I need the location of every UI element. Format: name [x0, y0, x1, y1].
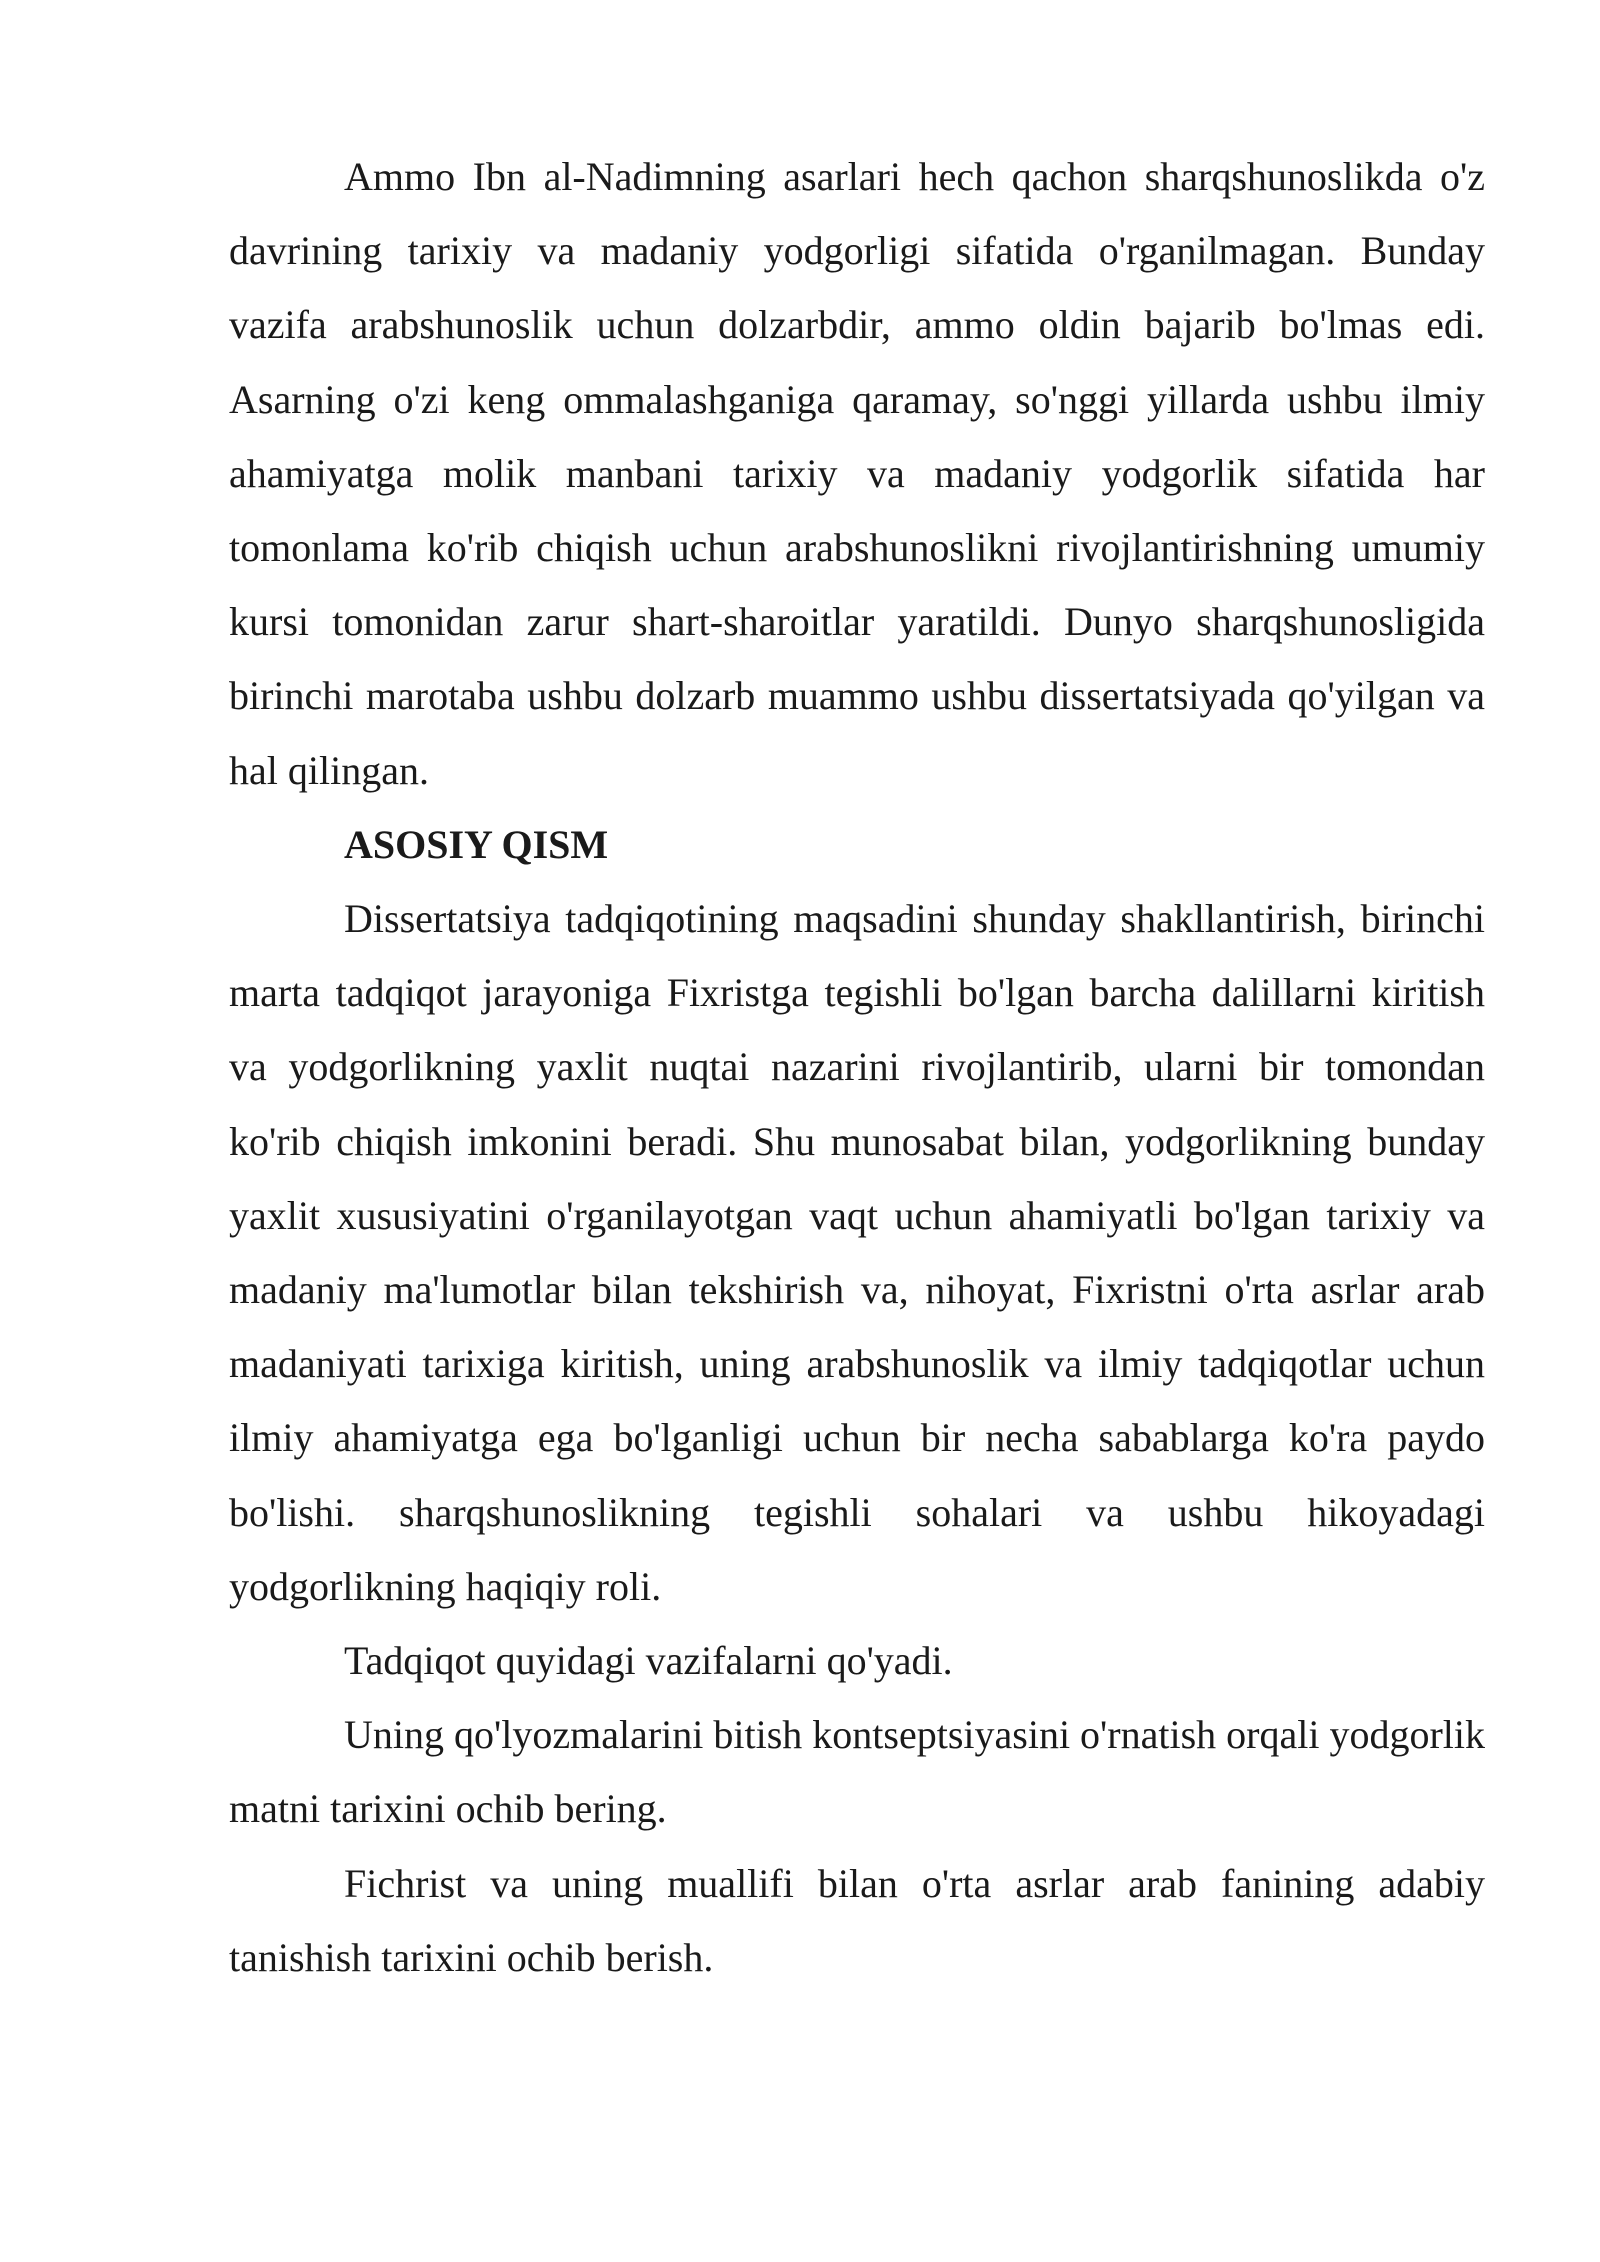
paragraph-aim: Dissertatsiya tadqiqotining maqsadini shunday shakllantirish, birinchi marta tadqiqot jarayoniga Fixristga tegishli bo'lgan barcha dalillarni kiritish va yodgorlikning yaxlit nuqtai nazarini rivojlantirib, ularni bir tomondan ko'rib chiqish imkonini beradi. Shu munosabat bilan, yodgorlikning bunday yaxlit xususiyatini o'rganilayotgan vaqt uchun ahamiyatli bo'lgan tarixiy va madaniy ma'lumotlar bilan tekshirish va, nihoyat, Fixristni o'rta asrlar arab madaniyati tarixiga kiritish, uning arabshunoslik va ilmiy tadqiqotlar uchun ilmiy ahamiyatga ega bo'lganligi uchun bir necha sabablarga ko'ra paydo bo'lishi. sharqshunoslikning tegishli sohalari va ushbu hikoyadagi yodgorlikning haqiqiy roli.	[229, 896, 1485, 1609]
section-heading: ASOSIY QISM	[344, 821, 609, 867]
document-body	[229, 140, 1485, 1995]
paragraph-intro: Ammo Ibn al-Nadimning asarlari hech qachon sharqshunoslikda o'z davrining tarixiy va madaniy yodgorligi sifatida o'rganilmagan. Bunday vazifa arabshunoslik uchun dolzarbdir, ammo oldin bajarib bo'lmas edi. Asarning o'zi keng ommalashganiga qaramay, so'nggi yillarda ushbu ilmiy ahamiyatga molik manbani tarixiy va madaniy yodgorlik sifatida har tomonlama ko'rib chiqish uchun arabshunoslikni rivojlantirishning umumiy kursi tomonidan zarur shart-sharoitlar yaratildi. Dunyo sharqshunosligida birinchi marotaba ushbu dolzarb muammo ushbu dissertatsiyada qo'yilgan va hal qilingan.	[229, 154, 1485, 793]
paragraph-tasks-intro: Tadqiqot quyidagi vazifalarni qo'yadi.	[344, 1638, 953, 1684]
paragraph-task-2: Fichrist va uning muallifi bilan o'rta asrlar arab fanining adabiy tanishish tarixini ochib berish.	[229, 1860, 1485, 1980]
paragraph-task-1: Uning qo'lyozmalarini bitish kontseptsiyasini o'rnatish orqali yodgorlik matni tarixini ochib bering.	[229, 1712, 1485, 1832]
